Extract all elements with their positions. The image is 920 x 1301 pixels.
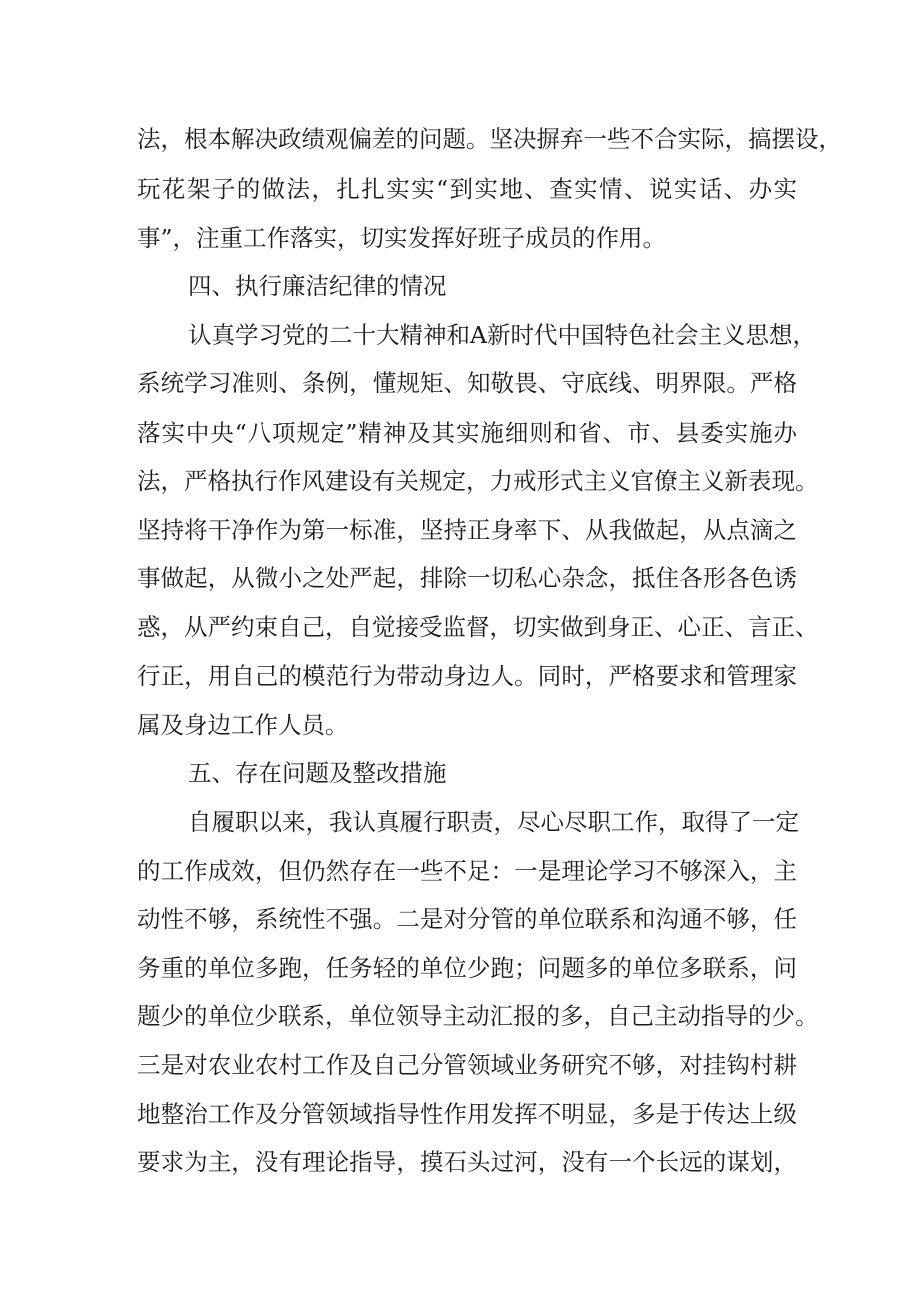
paragraph-2-line-4: 法，严格执行作风建设有关规定，力戒形式主义官僚主义新表现。 [137, 467, 819, 495]
paragraph-2-line-6: 事做起，从微小之处严起，排除一切私心杂念，抵住各形各色诱 [137, 564, 797, 592]
paragraph-2-line-2: 系统学习准则、条例，懂规矩、知敬畏、守底线、明界限。严格 [137, 369, 797, 397]
paragraph-2-line-1: 认真学习党的二十大精神和A新时代中国特色社会主义思想， [188, 321, 816, 349]
paragraph-3-line-8: 要求为主，没有理论指导，摸石头过河，没有一个长远的谋划， [137, 1148, 797, 1176]
paragraph-1-line-3: 事”，注重工作落实，切实发挥好班子成员的作用。 [137, 224, 667, 252]
paragraph-1-line-1: 法，根本解决政绩观偏差的问题。坚决摒弃一些不合实际，搞摆设， [137, 125, 842, 153]
paragraph-1-line-2: 玩花架子的做法，扎扎实实“到实地、查实情、说实话、办实 [137, 175, 797, 203]
paragraph-3-line-3: 动性不够，系统性不强。二是对分管的单位联系和沟通不够，任 [137, 905, 797, 933]
paragraph-2-line-3: 落实中央“八项规定”精神及其实施细则和省、市、县委实施办 [137, 419, 797, 447]
paragraph-2-line-8: 行正，用自己的模范行为带动身边人。同时，严格要求和管理家 [137, 662, 797, 690]
paragraph-2-line-7: 惑，从严约束自己，自觉接受监督，切实做到身正、心正、言正、 [137, 613, 819, 641]
paragraph-3-line-4: 务重的单位多跑，任务轻的单位少跑；问题多的单位多联系，问 [137, 954, 797, 982]
section-heading-5: 五、存在问题及整改措施 [188, 759, 447, 787]
paragraph-3-line-5: 题少的单位少联系，单位领导主动汇报的多，自己主动指导的少。 [137, 1002, 819, 1030]
paragraph-2-line-9: 属及身边工作人员。 [137, 711, 349, 739]
section-heading-4: 四、执行廉洁纪律的情况 [188, 272, 447, 300]
paragraph-3-line-7: 地整治工作及分管领域指导性作用发挥不明显，多是于传达上级 [137, 1100, 797, 1128]
paragraph-3-line-6: 三是对农业农村工作及自己分管领域业务研究不够，对挂钩村耕 [137, 1051, 797, 1079]
paragraph-3-line-1: 自履职以来，我认真履行职责，尽心尽职工作，取得了一定 [188, 808, 799, 836]
paragraph-3-line-2: 的工作成效，但仍然存在一些不足：一是理论学习不够深入，主 [137, 857, 797, 885]
paragraph-2-line-5: 坚持将干净作为第一标准，坚持正身率下、从我做起，从点滴之 [137, 516, 797, 544]
